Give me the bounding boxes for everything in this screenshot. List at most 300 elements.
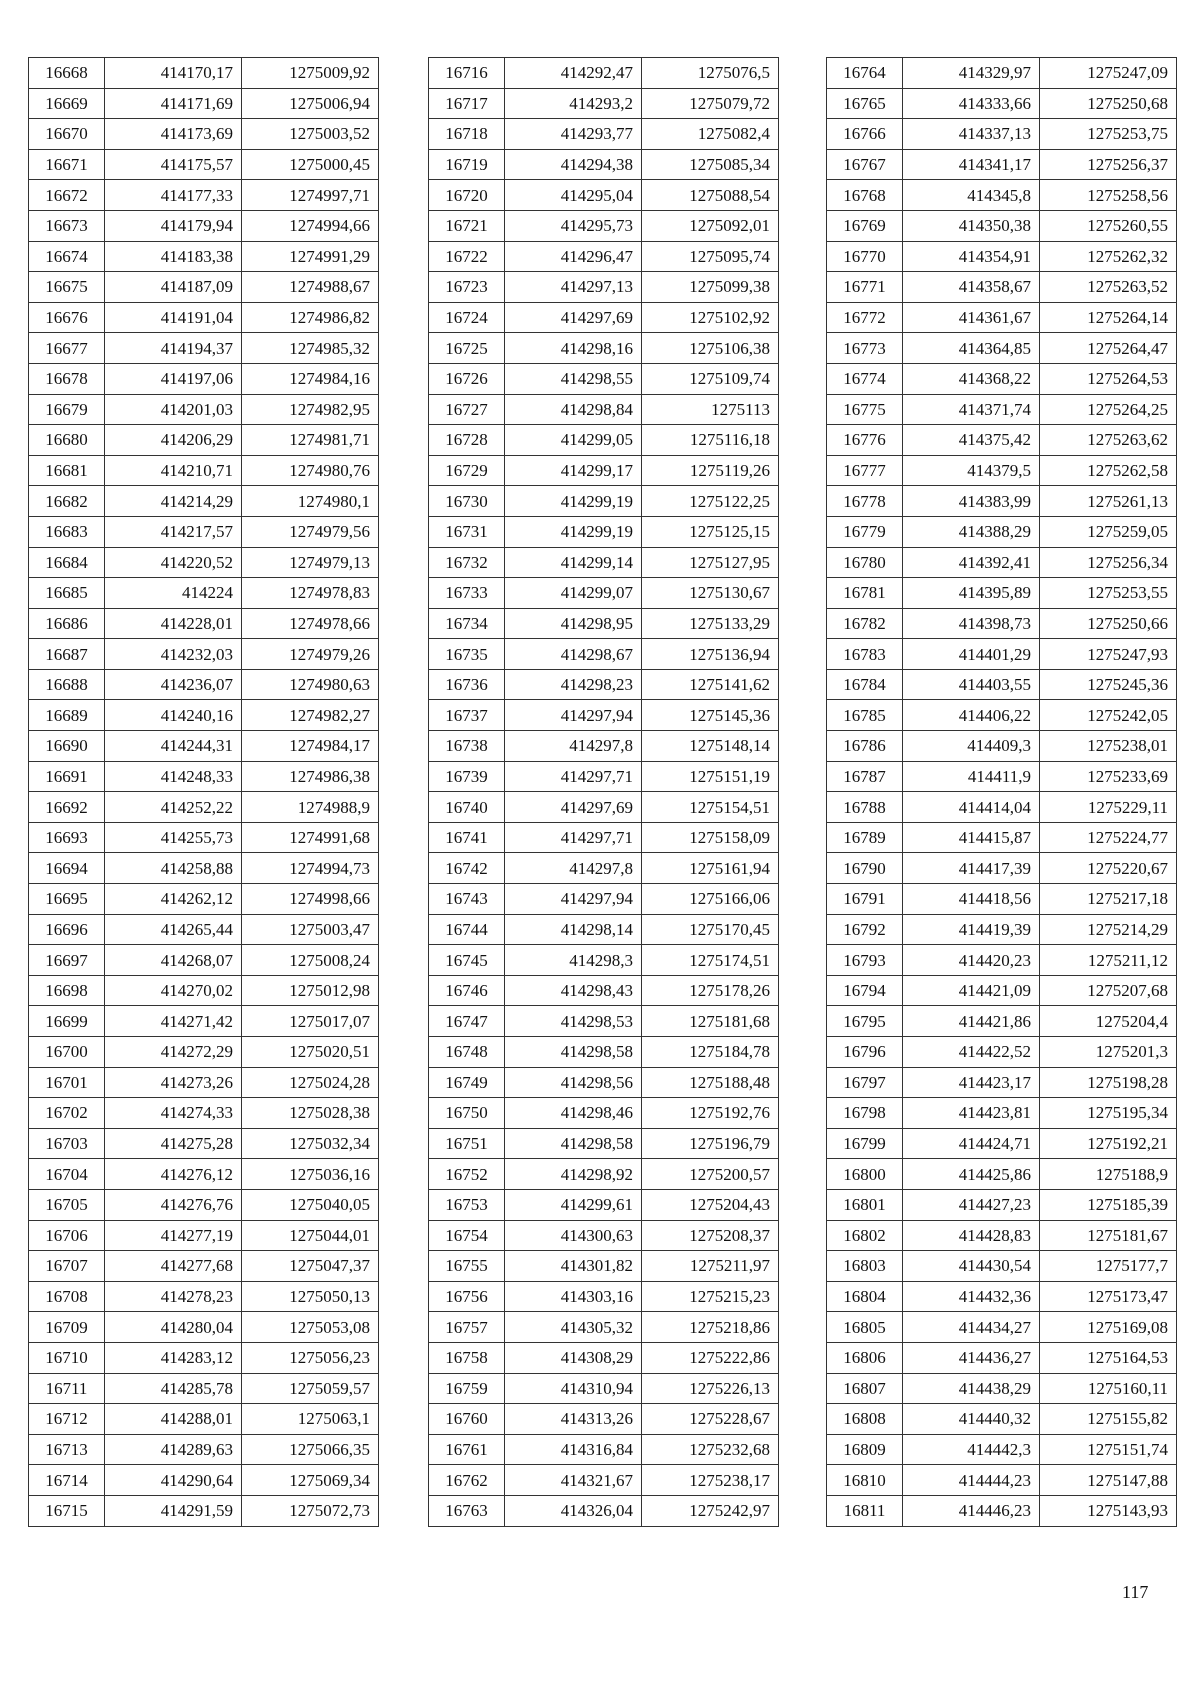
- x-coordinate-cell: 414432,36: [903, 1281, 1040, 1312]
- y-coordinate-cell: 1275085,34: [642, 149, 779, 180]
- point-number-cell: 16756: [429, 1281, 505, 1312]
- table-row: [429, 731, 779, 762]
- y-coordinate-cell: 1274997,71: [242, 180, 379, 211]
- x-coordinate-cell: 414297,8: [505, 731, 642, 762]
- point-number-cell: 16700: [29, 1037, 105, 1068]
- point-number-cell: 16798: [827, 1098, 903, 1129]
- y-coordinate-cell: 1275020,51: [242, 1037, 379, 1068]
- x-coordinate-cell: 414406,22: [903, 700, 1040, 731]
- y-coordinate-cell: 1274988,9: [242, 792, 379, 823]
- x-coordinate-cell: 414303,16: [505, 1281, 642, 1312]
- point-number-cell: 16726: [429, 363, 505, 394]
- x-coordinate-cell: 414262,12: [105, 884, 242, 915]
- point-number-cell: 16759: [429, 1373, 505, 1404]
- x-coordinate-cell: 414255,73: [105, 822, 242, 853]
- table-row: [429, 639, 779, 670]
- x-coordinate-cell: 414375,42: [903, 425, 1040, 456]
- table-row: [827, 945, 1177, 976]
- y-coordinate-cell: 1274979,13: [242, 547, 379, 578]
- y-coordinate-cell: 1275145,36: [642, 700, 779, 731]
- table-row: [429, 394, 779, 425]
- point-number-cell: 16686: [29, 608, 105, 639]
- point-number-cell: 16695: [29, 884, 105, 915]
- y-coordinate-cell: 1275009,92: [242, 58, 379, 89]
- y-coordinate-cell: 1275192,21: [1040, 1128, 1177, 1159]
- table-row: [429, 1159, 779, 1190]
- x-coordinate-cell: 414179,94: [105, 210, 242, 241]
- x-coordinate-cell: 414232,03: [105, 639, 242, 670]
- x-coordinate-cell: 414421,09: [903, 975, 1040, 1006]
- table-row: [429, 210, 779, 241]
- coordinate-table-1: [28, 57, 379, 1527]
- table-row: [429, 241, 779, 272]
- y-coordinate-cell: 1275229,11: [1040, 792, 1177, 823]
- x-coordinate-cell: 414409,3: [903, 731, 1040, 762]
- x-coordinate-cell: 414388,29: [903, 516, 1040, 547]
- x-coordinate-cell: 414258,88: [105, 853, 242, 884]
- y-coordinate-cell: 1275040,05: [242, 1189, 379, 1220]
- point-number-cell: 16800: [827, 1159, 903, 1190]
- y-coordinate-cell: 1275012,98: [242, 975, 379, 1006]
- point-number-cell: 16687: [29, 639, 105, 670]
- y-coordinate-cell: 1275217,18: [1040, 884, 1177, 915]
- y-coordinate-cell: 1275148,14: [642, 731, 779, 762]
- y-coordinate-cell: 1275099,38: [642, 272, 779, 303]
- point-number-cell: 16675: [29, 272, 105, 303]
- x-coordinate-cell: 414301,82: [505, 1251, 642, 1282]
- point-number-cell: 16782: [827, 608, 903, 639]
- table-row: [429, 58, 779, 89]
- table-row: [429, 363, 779, 394]
- table-row: [827, 1404, 1177, 1435]
- y-coordinate-cell: 1275151,19: [642, 761, 779, 792]
- y-coordinate-cell: 1275208,37: [642, 1220, 779, 1251]
- x-coordinate-cell: 414350,38: [903, 210, 1040, 241]
- point-number-cell: 16791: [827, 884, 903, 915]
- x-coordinate-cell: 414411,9: [903, 761, 1040, 792]
- point-number-cell: 16716: [429, 58, 505, 89]
- point-number-cell: 16776: [827, 425, 903, 456]
- table-row: [429, 1220, 779, 1251]
- x-coordinate-cell: 414214,29: [105, 486, 242, 517]
- table-row: [29, 1098, 379, 1129]
- table-row: [29, 975, 379, 1006]
- y-coordinate-cell: 1275050,13: [242, 1281, 379, 1312]
- point-number-cell: 16777: [827, 455, 903, 486]
- x-coordinate-cell: 414297,71: [505, 822, 642, 853]
- y-coordinate-cell: 1275028,38: [242, 1098, 379, 1129]
- y-coordinate-cell: 1275185,39: [1040, 1189, 1177, 1220]
- x-coordinate-cell: 414414,04: [903, 792, 1040, 823]
- x-coordinate-cell: 414383,99: [903, 486, 1040, 517]
- x-coordinate-cell: 414415,87: [903, 822, 1040, 853]
- x-coordinate-cell: 414298,53: [505, 1006, 642, 1037]
- y-coordinate-cell: 1275264,53: [1040, 363, 1177, 394]
- table-row: [29, 516, 379, 547]
- x-coordinate-cell: 414276,76: [105, 1189, 242, 1220]
- x-coordinate-cell: 414321,67: [505, 1465, 642, 1496]
- table-row: [29, 1495, 379, 1526]
- x-coordinate-cell: 414298,58: [505, 1128, 642, 1159]
- x-coordinate-cell: 414427,23: [903, 1189, 1040, 1220]
- y-coordinate-cell: 1274978,66: [242, 608, 379, 639]
- y-coordinate-cell: 1275088,54: [642, 180, 779, 211]
- x-coordinate-cell: 414436,27: [903, 1342, 1040, 1373]
- point-number-cell: 16799: [827, 1128, 903, 1159]
- y-coordinate-cell: 1275184,78: [642, 1037, 779, 1068]
- point-number-cell: 16796: [827, 1037, 903, 1068]
- point-number-cell: 16753: [429, 1189, 505, 1220]
- point-number-cell: 16730: [429, 486, 505, 517]
- x-coordinate-cell: 414299,19: [505, 516, 642, 547]
- point-number-cell: 16809: [827, 1434, 903, 1465]
- x-coordinate-cell: 414297,71: [505, 761, 642, 792]
- y-coordinate-cell: 1275207,68: [1040, 975, 1177, 1006]
- x-coordinate-cell: 414294,38: [505, 149, 642, 180]
- y-coordinate-cell: 1275259,05: [1040, 516, 1177, 547]
- table-row: [827, 149, 1177, 180]
- table-row: [827, 700, 1177, 731]
- table-row: [827, 792, 1177, 823]
- table-row: [429, 700, 779, 731]
- y-coordinate-cell: 1275000,45: [242, 149, 379, 180]
- x-coordinate-cell: 414291,59: [105, 1495, 242, 1526]
- x-coordinate-cell: 414288,01: [105, 1404, 242, 1435]
- table-row: [429, 486, 779, 517]
- point-number-cell: 16736: [429, 669, 505, 700]
- x-coordinate-cell: 414368,22: [903, 363, 1040, 394]
- y-coordinate-cell: 1275130,67: [642, 578, 779, 609]
- table-row: [429, 272, 779, 303]
- x-coordinate-cell: 414275,28: [105, 1128, 242, 1159]
- point-number-cell: 16810: [827, 1465, 903, 1496]
- y-coordinate-cell: 1275215,23: [642, 1281, 779, 1312]
- point-number-cell: 16735: [429, 639, 505, 670]
- y-coordinate-cell: 1275169,08: [1040, 1312, 1177, 1343]
- point-number-cell: 16760: [429, 1404, 505, 1435]
- x-coordinate-cell: 414444,23: [903, 1465, 1040, 1496]
- y-coordinate-cell: 1274978,83: [242, 578, 379, 609]
- table-row: [29, 639, 379, 670]
- y-coordinate-cell: 1275154,51: [642, 792, 779, 823]
- point-number-cell: 16808: [827, 1404, 903, 1435]
- y-coordinate-cell: 1275122,25: [642, 486, 779, 517]
- y-coordinate-cell: 1275069,34: [242, 1465, 379, 1496]
- x-coordinate-cell: 414420,23: [903, 945, 1040, 976]
- x-coordinate-cell: 414236,07: [105, 669, 242, 700]
- x-coordinate-cell: 414417,39: [903, 853, 1040, 884]
- x-coordinate-cell: 414295,73: [505, 210, 642, 241]
- coordinate-table-3: [826, 57, 1177, 1527]
- y-coordinate-cell: 1275133,29: [642, 608, 779, 639]
- point-number-cell: 16683: [29, 516, 105, 547]
- x-coordinate-cell: 414358,67: [903, 272, 1040, 303]
- y-coordinate-cell: 1275264,14: [1040, 302, 1177, 333]
- point-number-cell: 16717: [429, 88, 505, 119]
- table-row: [29, 669, 379, 700]
- x-coordinate-cell: 414298,23: [505, 669, 642, 700]
- point-number-cell: 16703: [29, 1128, 105, 1159]
- y-coordinate-cell: 1275247,93: [1040, 639, 1177, 670]
- x-coordinate-cell: 414392,41: [903, 547, 1040, 578]
- y-coordinate-cell: 1275256,34: [1040, 547, 1177, 578]
- y-coordinate-cell: 1275188,9: [1040, 1159, 1177, 1190]
- y-coordinate-cell: 1274991,68: [242, 822, 379, 853]
- point-number-cell: 16737: [429, 700, 505, 731]
- x-coordinate-cell: 414423,81: [903, 1098, 1040, 1129]
- y-coordinate-cell: 1275102,92: [642, 302, 779, 333]
- x-coordinate-cell: 414297,69: [505, 792, 642, 823]
- y-coordinate-cell: 1275250,66: [1040, 608, 1177, 639]
- x-coordinate-cell: 414423,17: [903, 1067, 1040, 1098]
- y-coordinate-cell: 1275264,47: [1040, 333, 1177, 364]
- point-number-cell: 16766: [827, 119, 903, 150]
- point-number-cell: 16778: [827, 486, 903, 517]
- y-coordinate-cell: 1275174,51: [642, 945, 779, 976]
- table-row: [429, 1128, 779, 1159]
- y-coordinate-cell: 1275192,76: [642, 1098, 779, 1129]
- point-number-cell: 16734: [429, 608, 505, 639]
- point-number-cell: 16692: [29, 792, 105, 823]
- point-number-cell: 16731: [429, 516, 505, 547]
- point-number-cell: 16793: [827, 945, 903, 976]
- point-number-cell: 16764: [827, 58, 903, 89]
- table-row: [29, 884, 379, 915]
- point-number-cell: 16676: [29, 302, 105, 333]
- y-coordinate-cell: 1275204,43: [642, 1189, 779, 1220]
- y-coordinate-cell: 1275166,06: [642, 884, 779, 915]
- table-row: [827, 486, 1177, 517]
- x-coordinate-cell: 414313,26: [505, 1404, 642, 1435]
- table-row: [827, 210, 1177, 241]
- table-row: [29, 1037, 379, 1068]
- y-coordinate-cell: 1275256,37: [1040, 149, 1177, 180]
- y-coordinate-cell: 1275188,48: [642, 1067, 779, 1098]
- y-coordinate-cell: 1274986,82: [242, 302, 379, 333]
- point-number-cell: 16746: [429, 975, 505, 1006]
- y-coordinate-cell: 1275200,57: [642, 1159, 779, 1190]
- x-coordinate-cell: 414298,43: [505, 975, 642, 1006]
- y-coordinate-cell: 1275063,1: [242, 1404, 379, 1435]
- point-number-cell: 16668: [29, 58, 105, 89]
- x-coordinate-cell: 414273,26: [105, 1067, 242, 1098]
- y-coordinate-cell: 1274980,76: [242, 455, 379, 486]
- table-row: [429, 1281, 779, 1312]
- point-number-cell: 16729: [429, 455, 505, 486]
- table-row: [29, 822, 379, 853]
- table-row: [827, 884, 1177, 915]
- table-row: [827, 639, 1177, 670]
- x-coordinate-cell: 414272,29: [105, 1037, 242, 1068]
- point-number-cell: 16783: [827, 639, 903, 670]
- table-row: [429, 761, 779, 792]
- y-coordinate-cell: 1275127,95: [642, 547, 779, 578]
- x-coordinate-cell: 414329,97: [903, 58, 1040, 89]
- point-number-cell: 16680: [29, 425, 105, 456]
- x-coordinate-cell: 414289,63: [105, 1434, 242, 1465]
- table-row: [827, 822, 1177, 853]
- point-number-cell: 16771: [827, 272, 903, 303]
- table-row: [827, 58, 1177, 89]
- x-coordinate-cell: 414298,46: [505, 1098, 642, 1129]
- y-coordinate-cell: 1275253,75: [1040, 119, 1177, 150]
- y-coordinate-cell: 1275143,93: [1040, 1495, 1177, 1526]
- y-coordinate-cell: 1275113: [642, 394, 779, 425]
- x-coordinate-cell: 414299,05: [505, 425, 642, 456]
- point-number-cell: 16724: [429, 302, 505, 333]
- point-number-cell: 16806: [827, 1342, 903, 1373]
- table-row: [429, 578, 779, 609]
- x-coordinate-cell: 414197,06: [105, 363, 242, 394]
- point-number-cell: 16801: [827, 1189, 903, 1220]
- table-row: [429, 1312, 779, 1343]
- y-coordinate-cell: 1275024,28: [242, 1067, 379, 1098]
- x-coordinate-cell: 414418,56: [903, 884, 1040, 915]
- x-coordinate-cell: 414308,29: [505, 1342, 642, 1373]
- y-coordinate-cell: 1274994,73: [242, 853, 379, 884]
- table-row: [29, 945, 379, 976]
- table-row: [29, 1006, 379, 1037]
- table-row: [29, 731, 379, 762]
- point-number-cell: 16709: [29, 1312, 105, 1343]
- x-coordinate-cell: 414285,78: [105, 1373, 242, 1404]
- x-coordinate-cell: 414337,13: [903, 119, 1040, 150]
- y-coordinate-cell: 1275158,09: [642, 822, 779, 853]
- y-coordinate-cell: 1275047,37: [242, 1251, 379, 1282]
- x-coordinate-cell: 414206,29: [105, 425, 242, 456]
- x-coordinate-cell: 414248,33: [105, 761, 242, 792]
- table-row: [827, 608, 1177, 639]
- y-coordinate-cell: 1274984,16: [242, 363, 379, 394]
- table-row: [827, 547, 1177, 578]
- table-row: [29, 700, 379, 731]
- point-number-cell: 16727: [429, 394, 505, 425]
- table-row: [827, 1067, 1177, 1098]
- x-coordinate-cell: 414299,14: [505, 547, 642, 578]
- point-number-cell: 16765: [827, 88, 903, 119]
- table-row: [29, 455, 379, 486]
- y-coordinate-cell: 1275006,94: [242, 88, 379, 119]
- table-row: [827, 1495, 1177, 1526]
- x-coordinate-cell: 414298,92: [505, 1159, 642, 1190]
- y-coordinate-cell: 1275211,12: [1040, 945, 1177, 976]
- table-row: [429, 945, 779, 976]
- y-coordinate-cell: 1275079,72: [642, 88, 779, 119]
- table-row: [827, 1281, 1177, 1312]
- y-coordinate-cell: 1275003,52: [242, 119, 379, 150]
- y-coordinate-cell: 1275261,13: [1040, 486, 1177, 517]
- x-coordinate-cell: 414438,29: [903, 1373, 1040, 1404]
- table-row: [29, 914, 379, 945]
- x-coordinate-cell: 414177,33: [105, 180, 242, 211]
- x-coordinate-cell: 414298,84: [505, 394, 642, 425]
- point-number-cell: 16762: [429, 1465, 505, 1496]
- table-row: [429, 302, 779, 333]
- point-number-cell: 16718: [429, 119, 505, 150]
- y-coordinate-cell: 1275238,01: [1040, 731, 1177, 762]
- table-row: [429, 914, 779, 945]
- y-coordinate-cell: 1275066,35: [242, 1434, 379, 1465]
- table-row: [827, 1006, 1177, 1037]
- y-coordinate-cell: 1275178,26: [642, 975, 779, 1006]
- x-coordinate-cell: 414333,66: [903, 88, 1040, 119]
- table-row: [29, 578, 379, 609]
- y-coordinate-cell: 1274979,26: [242, 639, 379, 670]
- y-coordinate-cell: 1275232,68: [642, 1434, 779, 1465]
- x-coordinate-cell: 414446,23: [903, 1495, 1040, 1526]
- table-row: [827, 761, 1177, 792]
- x-coordinate-cell: 414299,17: [505, 455, 642, 486]
- x-coordinate-cell: 414271,42: [105, 1006, 242, 1037]
- table-row: [827, 119, 1177, 150]
- x-coordinate-cell: 414191,04: [105, 302, 242, 333]
- point-number-cell: 16711: [29, 1373, 105, 1404]
- table-row: [429, 884, 779, 915]
- y-coordinate-cell: 1275196,79: [642, 1128, 779, 1159]
- point-number-cell: 16693: [29, 822, 105, 853]
- y-coordinate-cell: 1275109,74: [642, 363, 779, 394]
- x-coordinate-cell: 414244,31: [105, 731, 242, 762]
- table-row: [429, 1465, 779, 1496]
- table-row: [827, 914, 1177, 945]
- point-number-cell: 16705: [29, 1189, 105, 1220]
- point-number-cell: 16752: [429, 1159, 505, 1190]
- y-coordinate-cell: 1275072,73: [242, 1495, 379, 1526]
- point-number-cell: 16682: [29, 486, 105, 517]
- table-row: [827, 1128, 1177, 1159]
- point-number-cell: 16755: [429, 1251, 505, 1282]
- x-coordinate-cell: 414371,74: [903, 394, 1040, 425]
- y-coordinate-cell: 1275173,47: [1040, 1281, 1177, 1312]
- point-number-cell: 16701: [29, 1067, 105, 1098]
- point-number-cell: 16784: [827, 669, 903, 700]
- y-coordinate-cell: 1275228,67: [642, 1404, 779, 1435]
- x-coordinate-cell: 414422,52: [903, 1037, 1040, 1068]
- x-coordinate-cell: 414298,16: [505, 333, 642, 364]
- y-coordinate-cell: 1275170,45: [642, 914, 779, 945]
- table-row: [429, 853, 779, 884]
- y-coordinate-cell: 1275106,38: [642, 333, 779, 364]
- point-number-cell: 16691: [29, 761, 105, 792]
- point-number-cell: 16712: [29, 1404, 105, 1435]
- x-coordinate-cell: 414300,63: [505, 1220, 642, 1251]
- point-number-cell: 16681: [29, 455, 105, 486]
- table-row: [29, 1312, 379, 1343]
- table-row: [429, 149, 779, 180]
- y-coordinate-cell: 1275264,25: [1040, 394, 1177, 425]
- point-number-cell: 16696: [29, 914, 105, 945]
- x-coordinate-cell: 414361,67: [903, 302, 1040, 333]
- point-number-cell: 16789: [827, 822, 903, 853]
- y-coordinate-cell: 1275044,01: [242, 1220, 379, 1251]
- point-number-cell: 16741: [429, 822, 505, 853]
- x-coordinate-cell: 414298,95: [505, 608, 642, 639]
- point-number-cell: 16757: [429, 1312, 505, 1343]
- y-coordinate-cell: 1275222,86: [642, 1342, 779, 1373]
- point-number-cell: 16739: [429, 761, 505, 792]
- point-number-cell: 16768: [827, 180, 903, 211]
- y-coordinate-cell: 1275147,88: [1040, 1465, 1177, 1496]
- table-row: [29, 425, 379, 456]
- y-coordinate-cell: 1275160,11: [1040, 1373, 1177, 1404]
- table-row: [429, 1189, 779, 1220]
- point-number-cell: 16781: [827, 578, 903, 609]
- x-coordinate-cell: 414175,57: [105, 149, 242, 180]
- table-row: [29, 1281, 379, 1312]
- y-coordinate-cell: 1275238,17: [642, 1465, 779, 1496]
- table-row: [827, 394, 1177, 425]
- x-coordinate-cell: 414220,52: [105, 547, 242, 578]
